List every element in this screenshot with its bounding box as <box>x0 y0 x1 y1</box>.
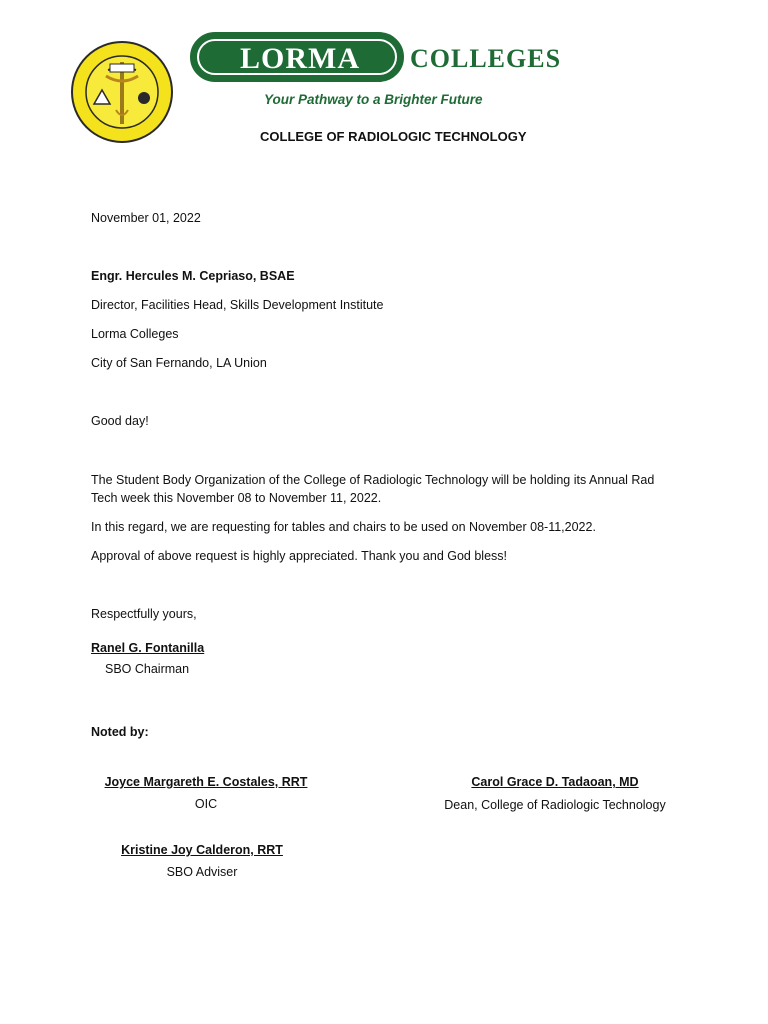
body-paragraph-1-line-2: Tech week this November 08 to November 11, 2022. <box>91 491 382 505</box>
recipient-title: Director, Facilities Head, Skills Development Institute <box>91 298 384 312</box>
recipient-name: Engr. Hercules M. Cepriaso, BSAE <box>91 269 295 283</box>
signatory-role: Dean, College of Radiologic Technology <box>444 798 666 812</box>
signatory-name: Carol Grace D. Tadaoan, MD <box>471 775 639 789</box>
sender-name: Ranel G. Fontanilla <box>91 641 205 655</box>
greeting: Good day! <box>91 414 149 428</box>
colleges-text: COLLEGES <box>410 44 562 73</box>
closing: Respectfully yours, <box>91 607 197 621</box>
recipient-address: City of San Fernando, LA Union <box>91 356 267 370</box>
department-heading: COLLEGE OF RADIOLOGIC TECHNOLOGY <box>260 129 527 144</box>
college-seal-logo <box>70 40 174 144</box>
signatory-name: Kristine Joy Calderon, RRT <box>121 843 283 857</box>
wordmark-text: LORMA <box>240 42 360 75</box>
signatory-role: SBO Adviser <box>166 865 238 879</box>
noted-by-label: Noted by: <box>91 725 149 739</box>
body-paragraph-3: Approval of above request is highly appreciated. Thank you and God bless! <box>91 549 508 563</box>
letter-date: November 01, 2022 <box>91 211 201 225</box>
tagline: Your Pathway to a Brighter Future <box>264 92 483 107</box>
signatory-name: Joyce Margareth E. Costales, RRT <box>104 775 308 789</box>
signatory-role: OIC <box>194 797 218 811</box>
body-paragraph-2: In this regard, we are requesting for tables and chairs to be used on November 08-11,2022. <box>91 520 596 534</box>
sender-role: SBO Chairman <box>105 662 190 676</box>
body-paragraph-1-line-1: The Student Body Organization of the College of Radiologic Technology will be holding its Annual Rad <box>91 473 655 487</box>
seal-icon <box>70 40 174 144</box>
lorma-wordmark-logo <box>190 32 404 82</box>
recipient-org: Lorma Colleges <box>91 327 179 341</box>
